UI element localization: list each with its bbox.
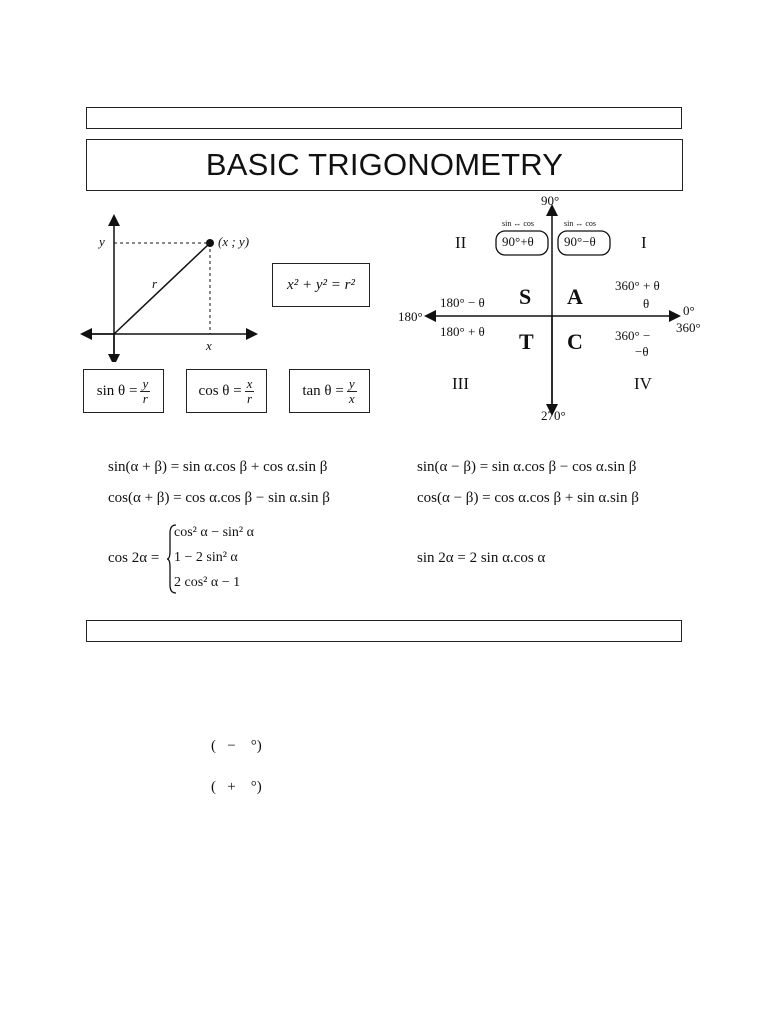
angle-360-label: 360° (676, 320, 701, 335)
sin-ratio-num: y (142, 375, 149, 391)
q4-angle-b-label: −θ (635, 344, 649, 359)
cast-c-label: C (567, 329, 583, 354)
tan-ratio-lhs: tan θ = (302, 382, 344, 399)
cos-ratio-box (186, 369, 267, 413)
tan-ratio-box (289, 369, 370, 413)
cos-ratio-lhs: cos θ = (198, 382, 242, 399)
angle-0-label: 0° (683, 303, 695, 318)
cos-ratio-num: x (246, 375, 253, 391)
box-left-label: 90°+θ (502, 234, 534, 249)
radius-line (114, 243, 210, 334)
page-title: BASIC TRIGONOMETRY (205, 147, 564, 182)
swap-left-label: sin ↔ cos (502, 219, 534, 228)
sin-sum-identity: sin(α + β) = sin α.cos β + cos α.sin β (108, 459, 328, 475)
quadrant-3-label: III (452, 374, 469, 393)
cast-s-label: S (519, 284, 532, 309)
cast-t-label: T (519, 329, 534, 354)
radius-label: r (152, 276, 158, 291)
swap-right-label: sin ↔ cos (564, 219, 596, 228)
pythagoras-formula: x² + y² = r² (287, 276, 355, 293)
cos2-case-1: cos² α − sin² α (174, 525, 254, 540)
sin-ratio-lhs: sin θ = (96, 382, 138, 399)
tan-ratio-den: x (348, 390, 355, 406)
q1-angle-b-label: θ (643, 296, 650, 311)
sin-ratio-den: r (142, 390, 148, 406)
sin-ratio-box (83, 369, 164, 413)
q4-angle-a-label: 360° − (615, 328, 651, 343)
cos2-case-3: 2 cos² α − 1 (174, 575, 241, 590)
point-label: (x ; y) (218, 234, 250, 249)
angle-180-label: 180° (398, 309, 423, 324)
q1-angle-a-label: 360° + θ (615, 278, 660, 293)
sin2-identity: sin 2α = 2 sin α.cos α (417, 550, 546, 566)
angle-90-label: 90° (541, 193, 560, 208)
cos-sum-identity: cos(α + β) = cos α.cos β − sin α.sin β (108, 490, 330, 506)
point-marker (206, 239, 214, 247)
angle-270-label: 270° (541, 408, 566, 423)
quadrant-1-label: I (641, 233, 647, 252)
lower-expression-1: ( − °) (211, 738, 262, 754)
cos2-case-2: 1 − 2 sin² α (174, 550, 238, 565)
pythagoras-box (272, 263, 370, 307)
box-right-label: 90°−θ (564, 234, 596, 249)
quadrant-2-label: II (455, 233, 467, 252)
x-axis-label: x (206, 338, 212, 353)
lower-expression-2: ( + °) (211, 779, 262, 795)
lower-bar (86, 620, 682, 642)
title-box (86, 139, 683, 191)
cos-diff-identity: cos(α − β) = cos α.cos β + sin α.sin β (417, 490, 639, 506)
y-axis-label: y (99, 234, 105, 249)
cast-a-label: A (567, 284, 583, 309)
sin-diff-identity: sin(α − β) = sin α.cos β − cos α.sin β (417, 459, 637, 475)
q2-angle-label: 180° − θ (440, 295, 485, 310)
top-bar (86, 107, 682, 129)
cos-ratio-den: r (247, 390, 253, 406)
q3-angle-label: 180° + θ (440, 324, 485, 339)
quadrant-4-label: IV (634, 374, 652, 393)
cos2-lhs: cos 2α = (108, 550, 160, 566)
tan-ratio-num: y (348, 375, 355, 391)
